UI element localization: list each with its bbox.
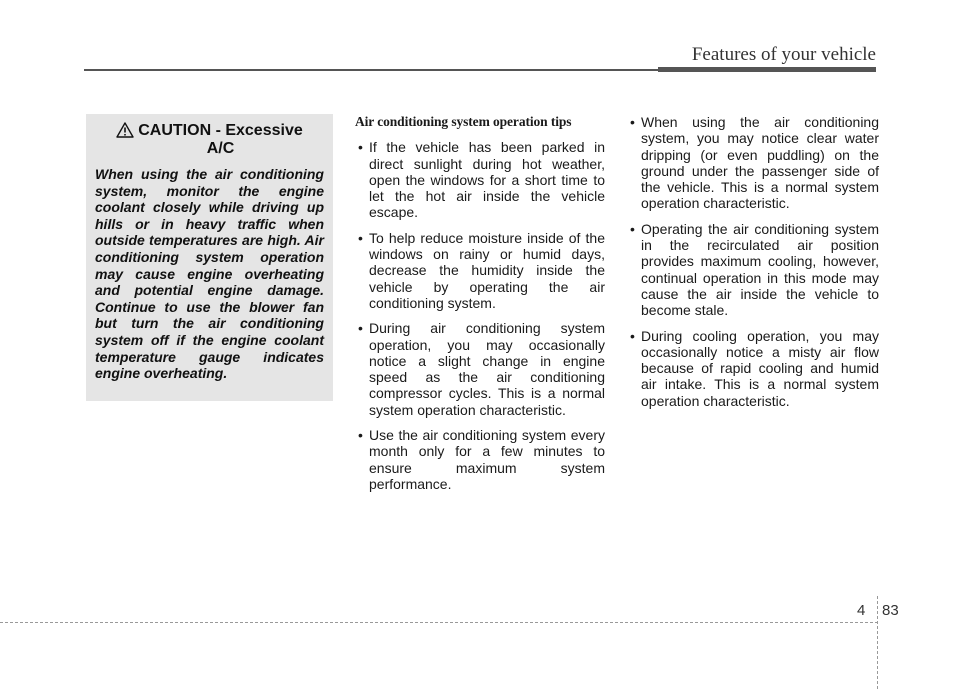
bullet-dot: • xyxy=(358,427,363,444)
page-number-separator xyxy=(877,596,878,689)
header-title: Features of your vehicle xyxy=(691,44,876,65)
tips-column-2 xyxy=(627,114,879,418)
list-item: • During cooling operation, you may occasionally notice a misty air flow because of rapid cooling and humid air intake. This is a normal system operation characteristic. xyxy=(630,327,879,409)
list-item: • Operating the air conditioning system in the recirculated air position provides maximum cooling, however, continual operation in this mode may cause the air inside the vehicle to become stale. xyxy=(630,220,879,319)
bullet-dot: • xyxy=(630,220,635,237)
list-item: • During air conditioning system operation, you may occasionally notice a slight change in engine speed as the air conditioning compressor cycles. This is a normal system operation characteristic. xyxy=(358,320,605,418)
chapter-number: 4 xyxy=(857,602,866,619)
tips-list-2 xyxy=(627,114,879,409)
page-number: 83 xyxy=(882,602,899,619)
list-item: • When using the air conditioning system, you may notice clear water dripping (or even puddling) on the ground under the passenger side of the vehicle. This is a normal system operation characteristic. xyxy=(630,114,879,212)
caution-box xyxy=(86,114,333,401)
caution-title xyxy=(138,122,303,158)
tips-column-1 xyxy=(355,114,605,501)
list-item: • If the vehicle has been parked in direct sunlight during hot weather, open the windows for a short time to let the hot air inside the vehicle escape. xyxy=(358,139,605,221)
bullet-dot: • xyxy=(630,114,635,130)
footer-rule xyxy=(0,622,878,623)
warning-triangle-icon xyxy=(116,122,134,143)
section-heading: Air conditioning system operation tips xyxy=(355,114,572,129)
bullet-dot: • xyxy=(358,139,363,156)
bullet-dot: • xyxy=(358,320,363,337)
bullet-dot: • xyxy=(358,229,363,246)
list-item: • Use the air conditioning system every month only for a few minutes to ensure maximum system performance. xyxy=(358,427,605,492)
caution-text: When using the air conditioning system, monitor the engine coolant closely while driving up hills or in heavy traffic when outside temperatures are high. Air conditioning system operation may cause engine overheating and potential engine damage. Continue to use the blower fan but turn the air conditioning system off if the engine coolant temperature gauge indicates engine overheating. xyxy=(95,166,324,382)
caution-heading xyxy=(95,122,324,158)
caution-title-line2: A/C xyxy=(206,140,235,157)
tips-list-1 xyxy=(355,139,605,492)
bullet-dot: • xyxy=(630,327,635,344)
header-rule-accent xyxy=(658,67,876,72)
list-item: • To help reduce moisture inside of the windows on rainy or humid days, decrease the humidity inside the vehicle by operating the air conditioning system. xyxy=(358,229,605,311)
caution-title-line1: CAUTION - Excessive xyxy=(138,122,303,139)
